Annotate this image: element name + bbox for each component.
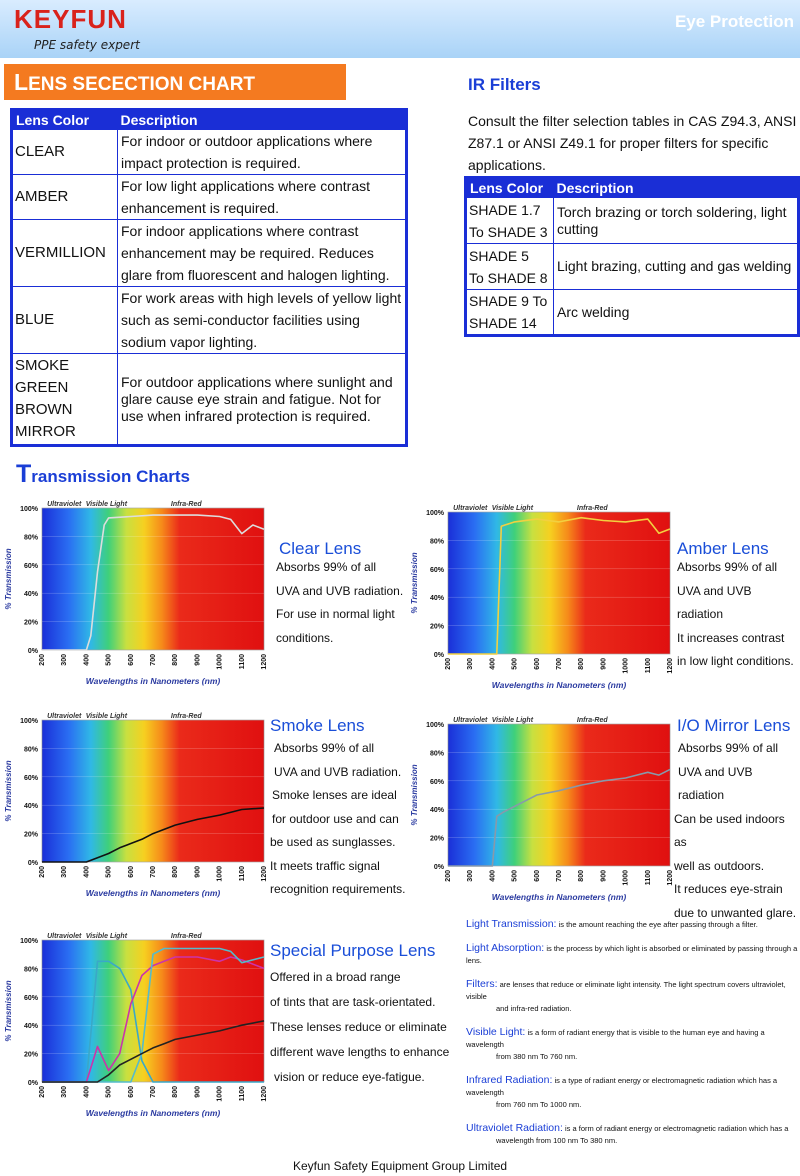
x-tick-label: 800	[172, 1086, 180, 1098]
x-tick-label: 1200	[261, 866, 268, 882]
lens-color-line: BROWN	[15, 401, 73, 418]
table-row	[466, 198, 799, 244]
shade-cell	[466, 290, 554, 336]
x-tick-label: 300	[61, 866, 69, 878]
y-tick-label: 20%	[23, 831, 38, 839]
col-lens-color: Lens Color	[12, 110, 118, 130]
x-tick-label: 1000	[216, 866, 224, 882]
table-row	[466, 244, 799, 290]
brand-tagline: PPE safety expert	[34, 38, 140, 52]
spectrum-background	[448, 512, 670, 654]
x-tick-label: 1100	[238, 1086, 246, 1102]
shade-line: SHADE 9 To	[469, 293, 548, 309]
x-tick-label: 600	[127, 866, 135, 878]
y-tick-label: 20%	[429, 835, 444, 843]
y-tick-label: 20%	[23, 619, 38, 627]
region-label: Ultraviolet	[453, 717, 488, 724]
y-tick-label: 40%	[23, 591, 38, 599]
clear-lens-chart	[0, 496, 268, 688]
x-tick-label: 900	[600, 658, 608, 670]
x-tick-label: 1000	[216, 654, 224, 670]
y-tick-label: 80%	[429, 538, 444, 546]
x-tick-label: 700	[150, 1086, 157, 1098]
x-tick-label: 500	[105, 654, 113, 666]
col-lens-color: Lens Color	[466, 178, 554, 198]
lens-desc-cell: For indoor applications where contrast enhancement may be required. Reduces glare from fluorescent and halogen lighting.	[118, 220, 407, 287]
lens-desc-cell: For outdoor applications where sunlight and glare cause eye strain and fatigue. Not for use when infrared protection is required.	[118, 354, 407, 446]
y-tick-label: 20%	[429, 623, 444, 631]
definition-item: Light Transmission: is the amount reaching the eye after passing through a filter.	[466, 918, 758, 930]
x-tick-label: 200	[39, 1086, 46, 1098]
definition-item: Visible Light: is a form of radiant energy that is visible to the human eye and having a wavelength from 380 nm To 760 nm.	[466, 1026, 765, 1061]
shade-line: To SHADE 8	[469, 269, 548, 286]
x-tick-label: 1200	[261, 1086, 268, 1102]
x-tick-label: 1000	[622, 870, 630, 886]
x-axis-label: Wavelengths in Nanometers (nm)	[85, 1108, 221, 1118]
x-tick-label: 500	[105, 866, 113, 878]
clear-lens-text: Absorbs 99% of all UVA and UVB radiation. For use in normal light conditions.	[276, 560, 404, 645]
header-banner	[0, 0, 800, 58]
shade-desc-cell: Light brazing, cutting and gas welding	[554, 244, 799, 290]
special-lens-title: Special Purpose Lens	[270, 941, 436, 960]
table-row	[12, 287, 407, 354]
x-tick-label: 500	[511, 870, 519, 882]
x-tick-label: 1200	[261, 654, 268, 670]
transmission-chart-svg	[406, 500, 674, 692]
y-tick-label: 100%	[426, 722, 444, 729]
x-tick-label: 300	[467, 658, 475, 670]
x-axis-label: Wavelengths in Nanometers (nm)	[491, 680, 627, 690]
x-tick-label: 800	[172, 866, 180, 878]
lens-selection-table	[10, 108, 408, 447]
lens-desc-cell: For work areas with high levels of yellow light such as semi-conductor facilities using sodium vapor lighting.	[118, 287, 407, 354]
region-label: Visible Light	[85, 713, 128, 720]
y-axis-label: % Transmission	[4, 760, 13, 822]
table-row	[466, 290, 799, 336]
x-tick-label: 600	[533, 870, 541, 882]
transmission-chart-svg	[406, 712, 674, 904]
x-tick-label: 500	[511, 658, 519, 670]
y-tick-label: 80%	[429, 750, 444, 758]
y-tick-label: 60%	[429, 778, 444, 786]
special-lens-chart	[0, 928, 268, 1120]
y-tick-label: 40%	[23, 1023, 38, 1031]
x-tick-label: 600	[127, 654, 135, 666]
table-row	[12, 354, 407, 446]
x-tick-label: 1200	[667, 658, 674, 674]
y-tick-label: 100%	[20, 506, 38, 513]
mirror-lens-title: I/O Mirror Lens	[677, 716, 791, 735]
x-tick-label: 400	[489, 658, 497, 670]
smoke-lens-chart	[0, 708, 268, 900]
mirror-lens-chart	[406, 712, 674, 904]
amber-lens-text: Absorbs 99% of all UVA and UVB radiation It increases contrast in low light conditions.	[677, 560, 794, 668]
region-label: Visible Light	[491, 717, 534, 724]
y-tick-label: 60%	[23, 562, 38, 570]
lens-color-cell: BLUE	[12, 287, 118, 354]
lens-color-cell: VERMILLION	[12, 220, 118, 287]
x-tick-label: 300	[467, 870, 475, 882]
y-tick-label: 40%	[429, 807, 444, 815]
lens-color-cell: AMBER	[12, 175, 118, 220]
spectrum-background	[448, 724, 670, 866]
x-tick-label: 1100	[644, 870, 652, 886]
x-tick-label: 1000	[622, 658, 630, 674]
x-tick-label: 400	[83, 1086, 91, 1098]
x-tick-label: 300	[61, 1086, 69, 1098]
col-description: Description	[554, 178, 799, 198]
lens-color-line: SMOKE	[15, 357, 70, 374]
col-description: Description	[118, 110, 407, 130]
region-label: Infra-Red	[576, 505, 608, 512]
x-tick-label: 1100	[644, 658, 652, 674]
table-row	[12, 220, 407, 287]
spectrum-background	[42, 508, 264, 650]
ir-filters-description: Consult the filter selection tables in CAS Z94.3, ANSI Z87.1 or ANSI Z49.1 for proper filters for specific applications.	[468, 113, 797, 173]
ir-filters-table	[464, 176, 800, 337]
x-tick-label: 800	[172, 654, 180, 666]
y-axis-label: % Transmission	[4, 980, 13, 1042]
x-axis-label: Wavelengths in Nanometers (nm)	[491, 892, 627, 902]
x-tick-label: 1200	[667, 870, 674, 886]
x-tick-label: 1100	[238, 866, 246, 882]
y-axis-label: % Transmission	[4, 548, 13, 610]
region-label: Ultraviolet	[47, 501, 82, 508]
shade-cell	[466, 244, 554, 290]
x-tick-label: 200	[445, 870, 452, 882]
y-tick-label: 100%	[20, 938, 38, 945]
region-label: Infra-Red	[170, 933, 202, 940]
x-axis-label: Wavelengths in Nanometers (nm)	[85, 676, 221, 686]
lens-color-line: GREEN	[15, 379, 69, 396]
shade-line: SHADE 14	[469, 315, 537, 331]
x-tick-label: 500	[105, 1086, 113, 1098]
x-tick-label: 700	[556, 870, 563, 882]
x-tick-label: 800	[578, 658, 586, 670]
lens-color-cell: CLEAR	[12, 130, 118, 175]
region-label: Visible Light	[491, 505, 534, 512]
smoke-lens-title: Smoke Lens	[270, 716, 365, 735]
y-tick-label: 100%	[20, 718, 38, 725]
x-tick-label: 400	[83, 654, 91, 666]
table-row	[12, 130, 407, 175]
x-tick-label: 800	[578, 870, 586, 882]
y-tick-label: 60%	[23, 994, 38, 1002]
transmission-chart-svg	[0, 928, 268, 1120]
y-axis-label: % Transmission	[410, 764, 419, 826]
x-tick-label: 700	[556, 658, 563, 670]
lens-desc-cell: For low light applications where contrast enhancement is required.	[118, 175, 407, 220]
y-tick-label: 20%	[23, 1051, 38, 1059]
smoke-lens-text: Absorbs 99% of all UVA and UVB radiation. Smoke lenses are ideal for outdoor use and can be used as sunglasses. It meets traffic signal recognition requirements.	[270, 741, 406, 896]
x-tick-label: 900	[194, 654, 202, 666]
mirror-lens-text: Absorbs 99% of all UVA and UVB radiation Can be used indoors as well as outdoors. It reduces eye-strain due to unwanted glare.	[674, 741, 797, 920]
y-tick-label: 80%	[23, 966, 38, 974]
page-title: Eye Protection	[674, 12, 794, 31]
x-tick-label: 600	[533, 658, 541, 670]
lens-desc-cell: For indoor or outdoor applications where impact protection is required.	[118, 130, 407, 175]
y-tick-label: 60%	[429, 566, 444, 574]
x-axis-label: Wavelengths in Nanometers (nm)	[85, 888, 221, 898]
y-tick-label: 60%	[23, 774, 38, 782]
definition-item: Light Absorption: is the process by which light is absorbed or eliminated by passing through a lens.	[466, 942, 798, 965]
ir-filters-heading: IR Filters	[468, 75, 541, 94]
amber-lens-title: Amber Lens	[677, 539, 769, 558]
transmission-heading: Transmission Charts	[16, 460, 191, 488]
amber-lens-chart	[406, 500, 674, 692]
definition-item: Ultraviolet Radiation: is a form of radiant energy or electromagnetic radiation which has a wavelength from 100 nm To 380 nm.	[466, 1122, 789, 1145]
region-label: Infra-Red	[170, 501, 202, 508]
y-tick-label: 80%	[23, 746, 38, 754]
definition-item: Filters: are lenses that reduce or eliminate light intensity. The light spectrum covers ultraviolet, visible and infra-red radiation.	[466, 978, 786, 1013]
region-label: Ultraviolet	[47, 933, 82, 940]
shade-line: SHADE 5	[469, 247, 529, 264]
shade-line: SHADE 1.7	[469, 201, 541, 218]
lens-selection-heading: LENS SECECTION CHART	[4, 64, 346, 100]
x-tick-label: 200	[39, 654, 46, 666]
y-tick-label: 100%	[426, 510, 444, 517]
y-tick-label: 0%	[433, 864, 444, 871]
y-tick-label: 80%	[23, 534, 38, 542]
transmission-chart-svg	[0, 496, 268, 688]
footer-company: Keyfun Safety Equipment Group Limited	[292, 1159, 508, 1173]
definitions-list	[466, 918, 800, 1158]
region-label: Ultraviolet	[47, 713, 82, 720]
x-tick-label: 900	[600, 870, 608, 882]
region-label: Ultraviolet	[453, 505, 488, 512]
x-tick-label: 300	[61, 654, 69, 666]
y-axis-label: % Transmission	[410, 552, 419, 614]
spectrum-background	[42, 720, 264, 862]
x-tick-label: 1000	[216, 1086, 224, 1102]
region-label: Infra-Red	[170, 713, 202, 720]
y-tick-label: 40%	[23, 803, 38, 811]
definition-item: Infrared Radiation: is a type of radiant energy or electromagnetic radiation which has a wavelength from 760 nm To 1000 nm.	[466, 1074, 778, 1109]
y-tick-label: 40%	[429, 595, 444, 603]
y-tick-label: 0%	[27, 648, 38, 655]
x-tick-label: 900	[194, 866, 202, 878]
x-tick-label: 900	[194, 1086, 202, 1098]
x-tick-label: 700	[150, 866, 157, 878]
shade-desc-cell: Arc welding	[554, 290, 799, 336]
shade-line: To SHADE 3	[469, 223, 548, 240]
special-lens-text: Offered in a broad range of tints that are task-orientated. These lenses reduce or eliminate different wave lengths to enhance vision or reduce eye-fatigue.	[270, 970, 450, 1084]
x-tick-label: 200	[39, 866, 46, 878]
y-tick-label: 0%	[27, 860, 38, 867]
shade-cell	[466, 198, 554, 244]
brand-logo: KEYFUN	[14, 4, 127, 34]
region-label: Visible Light	[85, 933, 128, 940]
x-tick-label: 700	[150, 654, 157, 666]
lens-color-cell	[12, 354, 118, 446]
x-tick-label: 1100	[238, 654, 246, 670]
x-tick-label: 600	[127, 1086, 135, 1098]
region-label: Visible Light	[85, 501, 128, 508]
lens-color-line: MIRROR	[15, 423, 76, 440]
transmission-chart-svg	[0, 708, 268, 900]
region-label: Infra-Red	[576, 717, 608, 724]
y-tick-label: 0%	[27, 1080, 38, 1087]
table-row	[12, 175, 407, 220]
shade-desc-cell: Torch brazing or torch soldering, light cutting	[554, 198, 799, 244]
clear-lens-title: Clear Lens	[279, 539, 362, 558]
x-tick-label: 400	[489, 870, 497, 882]
y-tick-label: 0%	[433, 652, 444, 659]
x-tick-label: 400	[83, 866, 91, 878]
x-tick-label: 200	[445, 658, 452, 670]
